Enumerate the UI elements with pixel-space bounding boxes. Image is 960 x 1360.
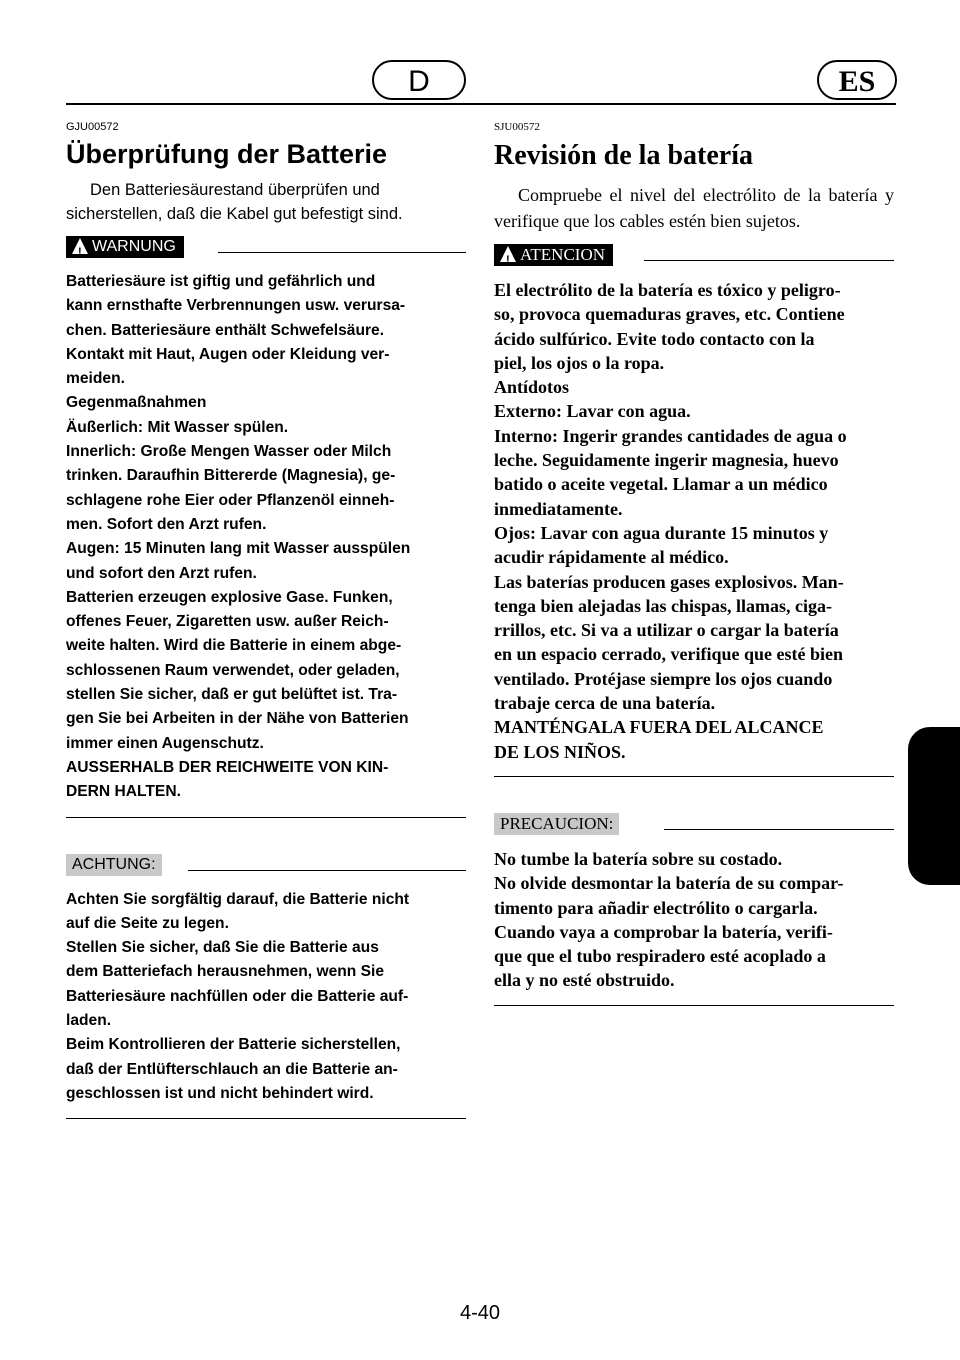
caution-header <box>494 811 894 839</box>
text-line: No olvide desmontar la batería de su compar- <box>494 873 844 894</box>
text-line: inmediatamente. <box>494 498 623 519</box>
page-number: 4-40 <box>459 1302 501 1324</box>
text-line: und sofort den Arzt rufen. <box>66 564 257 582</box>
caution-rule <box>188 870 466 871</box>
text-line: No tumbe la batería sobre su costado. <box>494 848 783 869</box>
text-line: ácido sulfúrico. Evite todo contacto con la <box>494 328 815 349</box>
text-line: leche. Seguidamente ingerir magnesia, huevo <box>494 450 839 471</box>
warning-rule <box>644 260 894 261</box>
section-title: Überprüfung der Batterie <box>66 139 388 169</box>
text-line: batido o aceite vegetal. Llamar a un médico <box>494 474 828 495</box>
text-line: Gegenmaßnahmen <box>66 394 207 412</box>
text-line: laden. <box>66 1012 112 1030</box>
text-line: AUSSERHALB DER REICHWEITE VON KIN- <box>66 758 389 776</box>
text-line: daß der Entlüfterschlauch an die Batterie an- <box>66 1060 398 1078</box>
text-line: men. Sofort den Arzt rufen. <box>66 515 267 533</box>
text-line: immer einen Augenschutz. <box>66 734 264 752</box>
caution-end-rule <box>66 1118 466 1119</box>
text-line: ella y no esté obstruido. <box>494 970 675 991</box>
text-line: Interno: Ingerir grandes cantidades de agua o <box>494 425 847 446</box>
text-line: meiden. <box>66 370 125 388</box>
text-line: El electrólito de la batería es tóxico y peligro- <box>494 280 841 300</box>
caution-badge: PRECAUCION: <box>494 813 619 835</box>
chapter-edge-tab <box>908 727 960 885</box>
text-line: Antídotos <box>494 377 570 398</box>
text-line: en un espacio cerrado, verifique que esté bien <box>494 644 843 665</box>
section-code: GJU00572 <box>66 121 119 133</box>
text-line: que que el tubo respiradero esté acoplado a <box>494 946 826 967</box>
warning-triangle-icon <box>500 246 516 262</box>
text-line: gen Sie bei Arbeiten in der Nähe von Batterien <box>66 710 409 728</box>
text-line: chen. Batteriesäure enthält Schwefelsäure. <box>66 321 385 339</box>
text-line: rrillos, etc. Si va a utilizar o cargar la batería <box>494 620 839 641</box>
text-line: offenes Feuer, Zigaretten usw. außer Reich- <box>66 613 389 631</box>
spanish-column <box>494 118 894 1006</box>
caution-badge: ACHTUNG: <box>66 854 162 876</box>
intro-text: Den Batteriesäurestand überprüfen und sicherstellen, daß die Kabel gut befestigt sind. <box>66 181 403 223</box>
text-line: ventilado. Protéjase siempre los ojos cuando <box>494 668 833 689</box>
warning-header <box>494 242 894 270</box>
warning-label: ATENCION <box>520 245 605 264</box>
warning-text <box>494 278 894 764</box>
text-line: Batteriesäure nachfüllen oder die Batterie auf- <box>66 987 409 1005</box>
text-line: auf die Seite zu legen. <box>66 914 229 932</box>
section-code: SJU00572 <box>494 121 540 133</box>
warning-label: WARNUNG <box>92 238 176 255</box>
text-line: Cuando vaya a comprobar la batería, verifi- <box>494 921 833 942</box>
text-line: Äußerlich: Mit Wasser spülen. <box>66 418 289 436</box>
warning-triangle-icon <box>72 238 88 254</box>
text-line: schlossenen Raum verwendet, oder geladen, <box>66 661 400 679</box>
warning-badge <box>66 236 184 258</box>
header-rule <box>66 103 896 105</box>
text-line: Batteriesäure ist giftig und gefährlich und <box>66 273 376 290</box>
text-line: stellen Sie sicher, daß er gut belüftet ist. Tra- <box>66 686 398 704</box>
caution-end-rule <box>494 1005 894 1006</box>
warning-rule <box>218 252 466 253</box>
language-tab-d: D <box>372 60 466 100</box>
language-tab-es: ES <box>817 60 897 100</box>
caution-header <box>66 852 466 880</box>
warning-badge <box>494 244 613 266</box>
text-line: MANTÉNGALA FUERA DEL ALCANCE <box>494 717 824 738</box>
text-line: kann ernsthafte Verbrennungen usw. verursa- <box>66 297 406 315</box>
text-line: Ojos: Lavar con agua durante 15 minutos y <box>494 522 829 543</box>
text-line: Kontakt mit Haut, Augen oder Kleidung ver- <box>66 345 390 363</box>
text-line: DERN HALTEN. <box>66 783 181 801</box>
text-line: Beim Kontrollieren der Batterie sicherstellen, <box>66 1036 401 1054</box>
intro-text: Compruebe el nivel del electrólito de la batería y verifique que los cables estén bien sujetos. <box>494 185 894 231</box>
text-line: geschlossen ist und nicht behindert wird. <box>66 1084 374 1102</box>
text-line: piel, los ojos o la ropa. <box>494 352 665 373</box>
text-line: schlagene rohe Eier oder Pflanzenöl einneh- <box>66 491 395 509</box>
text-line: Achten Sie sorgfältig darauf, die Batterie nicht <box>66 890 410 908</box>
caution-text <box>66 888 466 1107</box>
text-line: acudir rápidamente al médico. <box>494 547 729 568</box>
text-line: weite halten. Wird die Batterie in einem abge- <box>66 637 402 655</box>
text-line: timento para añadir electrólito o cargarla. <box>494 897 818 918</box>
warning-header <box>66 234 466 262</box>
caution-text <box>494 847 894 993</box>
text-line: Stellen Sie sicher, daß Sie die Batterie aus <box>66 939 379 957</box>
text-line: DE LOS NIÑOS. <box>494 741 626 762</box>
section-title: Revisión de la batería <box>494 140 753 171</box>
text-line: Augen: 15 Minuten lang mit Wasser ausspülen <box>66 540 411 558</box>
text-line: Innerlich: Große Mengen Wasser oder Milch <box>66 443 392 461</box>
text-line: Las baterías producen gases explosivos. Man- <box>494 571 844 592</box>
warning-text <box>66 270 466 805</box>
text-line: Externo: Lavar con agua. <box>494 401 691 422</box>
caution-rule <box>664 829 894 830</box>
text-line: trinken. Daraufhin Bittererde (Magnesia), ge- <box>66 467 396 485</box>
text-line: dem Batteriefach herausnehmen, wenn Sie <box>66 963 385 981</box>
text-line: so, provoca quemaduras graves, etc. Contiene <box>494 304 845 325</box>
text-line: trabaje cerca de una batería. <box>494 693 716 714</box>
text-line: tenga bien alejadas las chispas, llamas, ciga- <box>494 595 833 616</box>
text-line: Batterien erzeugen explosive Gase. Funken, <box>66 588 393 606</box>
german-column <box>66 118 466 1119</box>
